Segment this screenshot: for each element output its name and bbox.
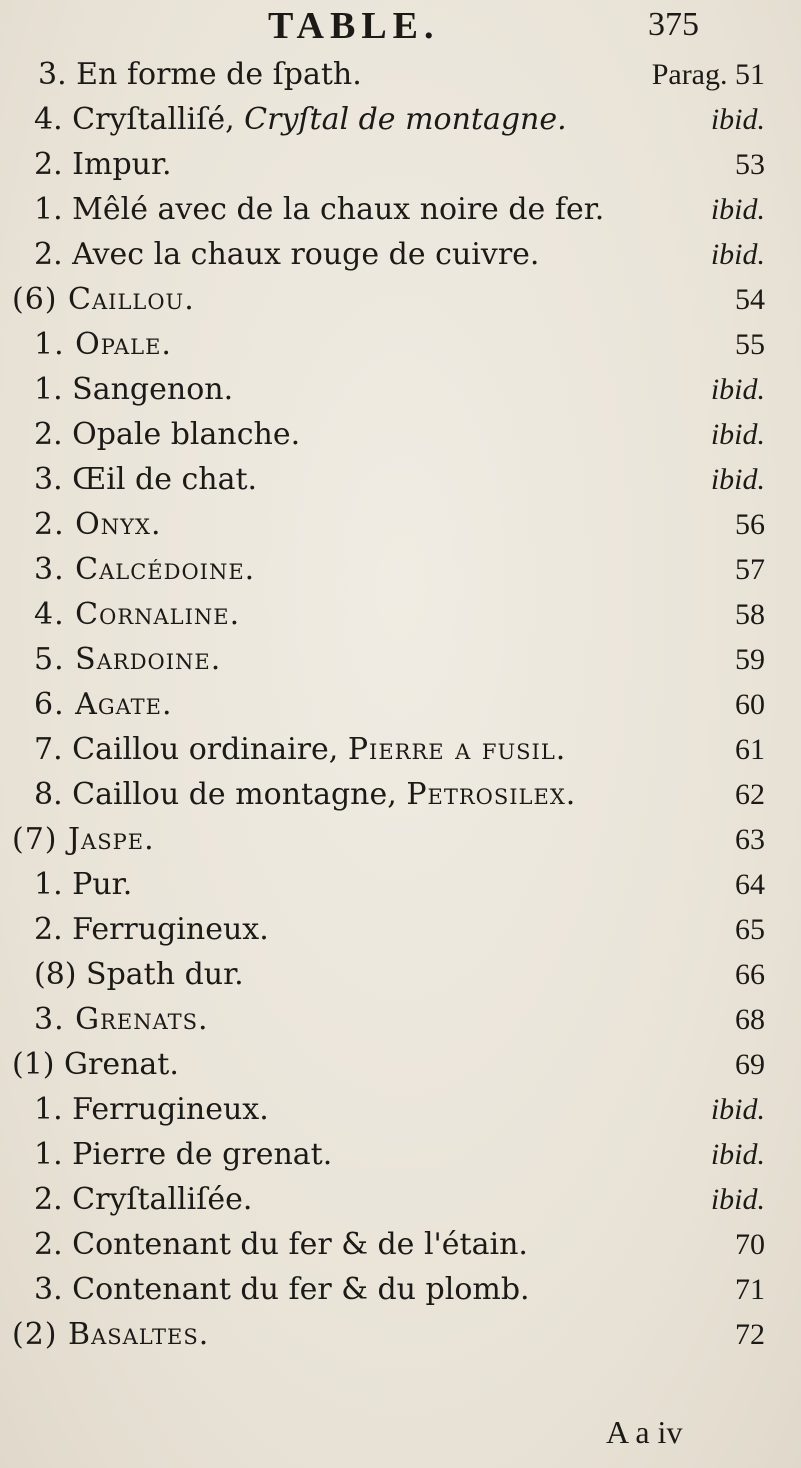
toc-entry-page: 64 xyxy=(735,868,765,901)
toc-entry-label: 2. Onyx. xyxy=(34,507,162,542)
toc-entry-label: (1) Grenat. xyxy=(12,1047,179,1082)
toc-entry-page: 61 xyxy=(735,733,765,766)
toc-entry xyxy=(0,1132,801,1177)
toc-entry-page: ibid. xyxy=(710,373,765,406)
toc-entry-label: (2) Basaltes. xyxy=(12,1317,210,1352)
toc-entry-label: 1. Mêlé avec de la chaux noire de fer. xyxy=(34,192,605,227)
toc-entry-label: 2. Opale blanche. xyxy=(34,417,301,452)
signature-mark: A a iv xyxy=(606,1414,683,1450)
toc-entry-page: ibid. xyxy=(710,1093,765,1126)
toc-entry xyxy=(0,277,801,322)
page-title: TABLE. xyxy=(268,5,440,47)
toc-entry-page: 68 xyxy=(735,1003,765,1036)
toc-entry xyxy=(0,322,801,367)
toc-entry-page: 65 xyxy=(735,913,765,946)
toc-entry-page: ibid. xyxy=(710,1183,765,1216)
toc-entry-page: 62 xyxy=(735,778,765,811)
toc-entry-label: 7. Caillou ordinaire, Pierre a fusil. xyxy=(34,732,567,767)
toc-entry xyxy=(0,862,801,907)
toc-entry-page: 60 xyxy=(735,688,765,721)
toc-entry xyxy=(0,592,801,637)
toc-entry-label: 1. Opale. xyxy=(34,327,172,362)
toc-entry-page: 57 xyxy=(735,553,765,586)
toc-entry-label: 1. Sangenon. xyxy=(34,372,234,407)
toc-entry xyxy=(0,367,801,412)
toc-entry xyxy=(0,142,801,187)
toc-entry-page: 53 xyxy=(735,148,765,181)
toc-entry-label: 2. Contenant du fer & de l'étain. xyxy=(34,1227,528,1262)
toc-entry xyxy=(0,907,801,952)
toc-entry-page: ibid. xyxy=(710,418,765,451)
toc-entry xyxy=(0,52,801,97)
page-number: 375 xyxy=(648,6,699,43)
toc-entry-label: 1. Pur. xyxy=(34,867,133,902)
toc-entry-label: (8) Spath dur. xyxy=(34,957,244,992)
toc-entry-page: ibid. xyxy=(710,193,765,226)
running-head xyxy=(0,4,801,52)
toc-entry-emphasis: Petrosilex. xyxy=(406,777,577,812)
toc-entry-label: 6. Agate. xyxy=(34,687,173,722)
toc-entry-page: Parag. 51 xyxy=(651,58,765,91)
toc-entry-page: ibid. xyxy=(710,1138,765,1171)
toc-entry-label: 3. Contenant du fer & du plomb. xyxy=(34,1272,530,1307)
toc-entry xyxy=(0,727,801,772)
toc-entry xyxy=(0,817,801,862)
toc-entry-page: 69 xyxy=(735,1048,765,1081)
toc-entry-page: 70 xyxy=(735,1228,765,1261)
toc-entry xyxy=(0,97,801,142)
toc-entry xyxy=(0,412,801,457)
toc-entry xyxy=(0,232,801,277)
toc-entry-emphasis: Pierre a fusil. xyxy=(347,732,567,767)
toc-entry-page: 55 xyxy=(735,328,765,361)
toc-entry-label: (6) Caillou. xyxy=(12,282,195,317)
toc-entry-label: 1. Ferrugineux. xyxy=(34,1092,269,1127)
toc-entry xyxy=(0,682,801,727)
toc-entry xyxy=(0,1087,801,1132)
toc-entry-label: 3. Calcédoine. xyxy=(34,552,256,587)
toc-entry-page: 56 xyxy=(735,508,765,541)
toc-entry-label: 4. Cryſtalliſé, Cryſtal de montagne. xyxy=(34,102,567,137)
toc-entry-page: 58 xyxy=(735,598,765,631)
toc-entry-label: 5. Sardoine. xyxy=(34,642,222,677)
toc-entry xyxy=(0,1042,801,1087)
toc-entry xyxy=(0,772,801,817)
toc-entry xyxy=(0,457,801,502)
toc-entry xyxy=(0,1312,801,1357)
toc-entry-page: 72 xyxy=(735,1318,765,1351)
toc-entry-page: 71 xyxy=(735,1273,765,1306)
toc-entry xyxy=(0,1222,801,1267)
toc-entry-label: 2. Cryſtalliſée. xyxy=(34,1182,253,1217)
toc-entry-page: ibid. xyxy=(710,463,765,496)
toc-entry-label: 2. Impur. xyxy=(34,147,172,182)
toc-entry-label: 3. En forme de ſpath. xyxy=(38,57,362,92)
toc-entry-page: ibid. xyxy=(710,103,765,136)
toc-entry xyxy=(0,502,801,547)
toc-entry-page: ibid. xyxy=(710,238,765,271)
toc-entry-label: 8. Caillou de montagne, Petrosilex. xyxy=(34,777,577,812)
toc-entry-page: 54 xyxy=(735,283,765,316)
toc-entry-label: 3. Grenats. xyxy=(34,1002,209,1037)
toc-entry xyxy=(0,547,801,592)
toc-entry-label: 2. Avec la chaux rouge de cuivre. xyxy=(34,237,540,272)
toc-entry xyxy=(0,637,801,682)
toc-entry-page: 59 xyxy=(735,643,765,676)
toc-entry-label: (7) Jaspe. xyxy=(12,822,155,857)
toc-entry-emphasis: Cryſtal de montagne. xyxy=(244,102,567,137)
toc-entry xyxy=(0,187,801,232)
toc-entry-label: 1. Pierre de grenat. xyxy=(34,1137,333,1172)
toc-entry-page: 66 xyxy=(735,958,765,991)
toc-entry-label: 4. Cornaline. xyxy=(34,597,241,632)
toc-entry-label: 3. Œil de chat. xyxy=(34,462,258,497)
toc-entry-label: 2. Ferrugineux. xyxy=(34,912,269,947)
toc-entry xyxy=(0,1267,801,1312)
toc-entry xyxy=(0,997,801,1042)
toc-entry xyxy=(0,952,801,997)
toc-entry-page: 63 xyxy=(735,823,765,856)
toc-entry xyxy=(0,1177,801,1222)
table-of-contents xyxy=(0,52,801,1357)
